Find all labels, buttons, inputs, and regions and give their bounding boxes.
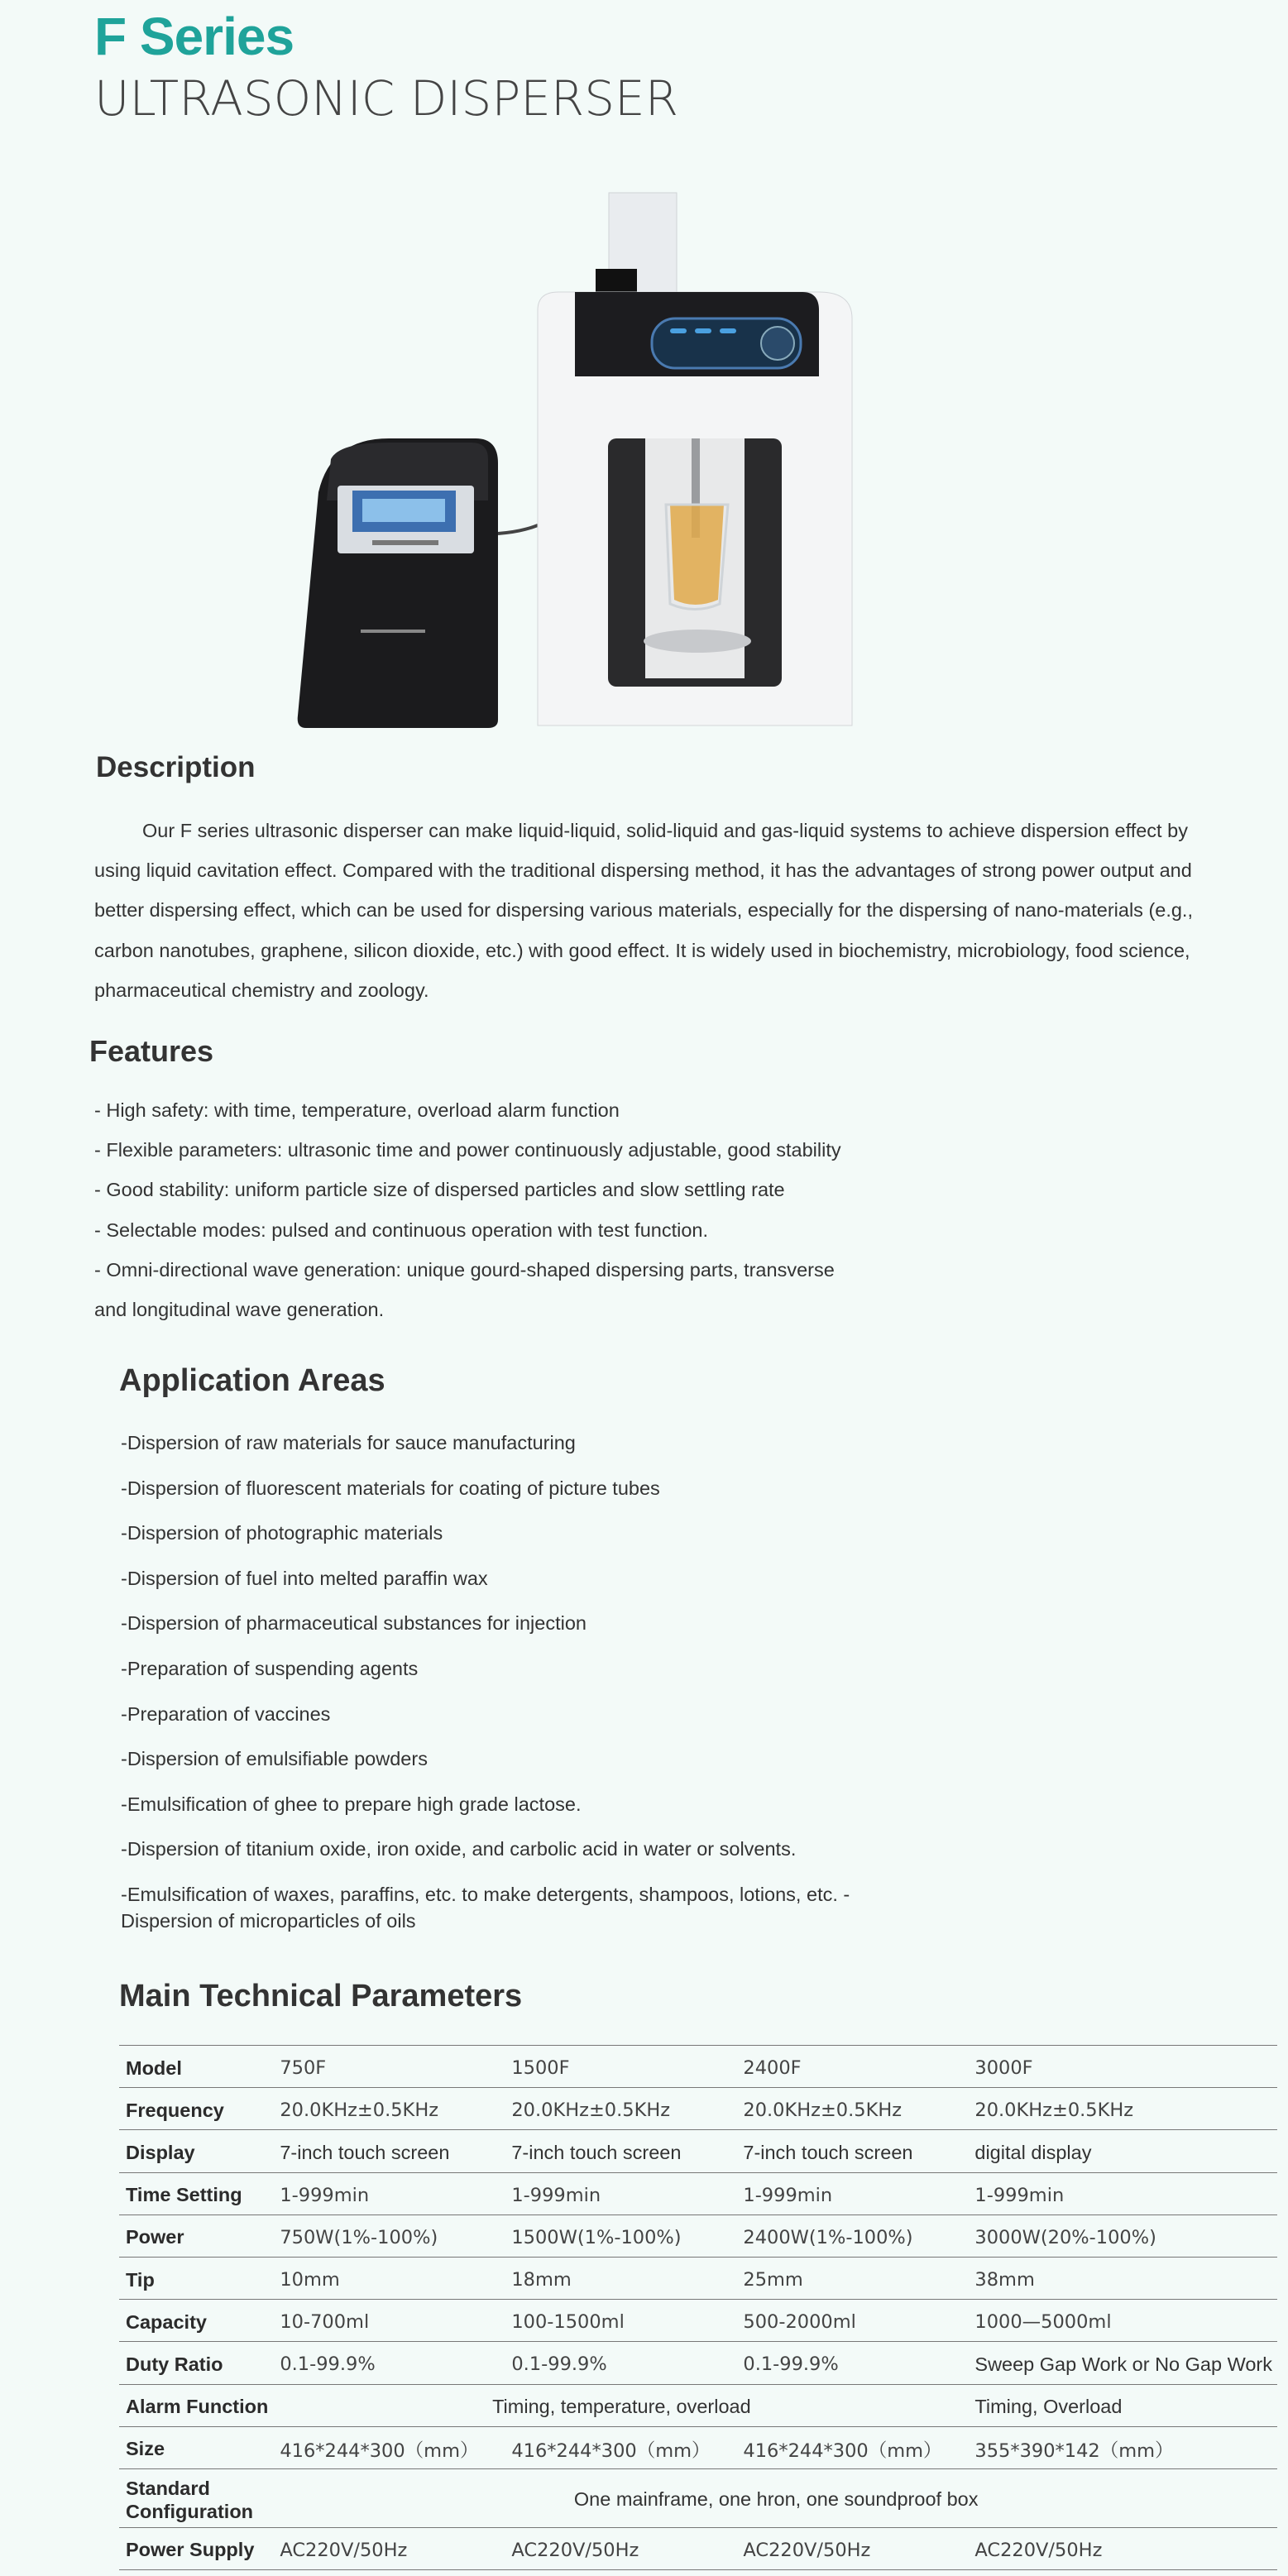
table-row-capacity	[119, 2300, 1277, 2342]
row-label	[119, 2468, 273, 2527]
feature-item: - Omni-directional wave generation: unique gourd-shaped dispersing parts, transverse	[94, 1258, 835, 1281]
application-item: -Preparation of suspending agents	[121, 1657, 419, 1679]
application-item: -Preparation of vaccines	[121, 1702, 331, 1725]
table-cell: 7-inch touch screen	[505, 2130, 736, 2172]
table-cell: 416*244*300（mm）	[273, 2426, 505, 2468]
series-brand-title	[94, 3, 294, 69]
table-cell: 2400W(1%-100%)	[736, 2214, 968, 2257]
row-label: Alarm Function	[119, 2384, 273, 2426]
row-label: Size	[119, 2426, 273, 2468]
table-cell: AC220V/50Hz	[273, 2527, 505, 2569]
table-row-alarm-function	[119, 2384, 1277, 2426]
table-cell: 355*390*142（mm）	[968, 2426, 1277, 2468]
table-row-frequency	[119, 2088, 1277, 2130]
table-cell: 20.0KHz±0.5KHz	[736, 2088, 968, 2130]
table-row-size	[119, 2426, 1277, 2468]
table-cell: AC220V/50Hz	[968, 2527, 1277, 2569]
application-item: -Dispersion of raw materials for sauce manufacturing	[121, 1432, 576, 1453]
table-row-power-supply	[119, 2527, 1277, 2569]
table-cell-merged: One mainframe, one hron, one soundproof box	[273, 2468, 1277, 2527]
row-label: Frequency	[119, 2088, 273, 2130]
table-cell: 0.1-99.9%	[273, 2342, 505, 2384]
table-cell: 7-inch touch screen	[273, 2130, 505, 2172]
table-cell: 10-700ml	[273, 2300, 505, 2342]
description-text: Our F series ultrasonic disperser can make liquid-liquid, solid-liquid and gas-liquid systems to achieve dispersion effect by using liquid cavitation effect. Compared with the traditional dispersing method, it has the advantages of strong power output and better dispersing effect, which can be used for dispersing various materials, especially for the dispersing of nano-materials (e.g., carbon nanotubes, graphene, silicon dioxide, etc.) with good effect. It is widely used in biochemistry, microbiology, food science, pharmaceutical chemistry and zoology.	[94, 820, 1193, 1001]
row-label: Display	[119, 2130, 273, 2172]
application-item: -Dispersion of fluorescent materials for coating of picture tubes	[121, 1477, 660, 1499]
table-cell: 1-999min	[968, 2172, 1277, 2214]
parameters-table	[119, 2045, 1277, 2570]
features-list	[94, 1090, 1087, 1329]
table-cell: 38mm	[968, 2257, 1277, 2299]
table-cell: 3000W(20%-100%)	[968, 2214, 1277, 2257]
table-cell: 20.0KHz±0.5KHz	[505, 2088, 736, 2130]
brand-letter-f: F	[94, 7, 127, 66]
application-item	[121, 1876, 948, 1934]
application-item-line: Dispersion of microparticles of oils	[121, 1909, 416, 1932]
table-cell: 1500W(1%-100%)	[505, 2214, 736, 2257]
product-photo	[281, 186, 860, 740]
row-label-line: Standard	[126, 2477, 210, 2499]
application-item: -Emulsification of ghee to prepare high grade lactose.	[121, 1793, 582, 1815]
table-cell: 7-inch touch screen	[736, 2130, 968, 2172]
table-cell: 18mm	[505, 2257, 736, 2299]
table-cell: 100-1500ml	[505, 2300, 736, 2342]
feature-item: and longitudinal wave generation.	[94, 1299, 385, 1321]
table-cell: 500-2000ml	[736, 2300, 968, 2342]
parameters-heading: Main Technical Parameters	[119, 1979, 523, 2013]
feature-item: - Flexible parameters: ultrasonic time and power continuously adjustable, good stability	[94, 1139, 841, 1161]
table-cell: 0.1-99.9%	[505, 2342, 736, 2384]
table-cell: 10mm	[273, 2257, 505, 2299]
table-cell: 1500F	[505, 2046, 736, 2088]
table-row-time-setting	[119, 2172, 1277, 2214]
application-item: -Dispersion of photographic materials	[121, 1522, 443, 1544]
feature-item: - Good stability: uniform particle size of dispersed particles and slow settling rate	[94, 1179, 785, 1201]
application-areas-heading: Application Areas	[119, 1363, 385, 1398]
brand-letter-s: S	[139, 7, 175, 66]
table-cell: AC220V/50Hz	[505, 2527, 736, 2569]
features-heading: Features	[89, 1034, 214, 1068]
table-row-display	[119, 2130, 1277, 2172]
table-cell: 20.0KHz±0.5KHz	[968, 2088, 1277, 2130]
table-cell: 25mm	[736, 2257, 968, 2299]
table-cell: 1-999min	[736, 2172, 968, 2214]
table-cell: Sweep Gap Work or No Gap Work	[968, 2342, 1277, 2384]
table-cell: 750F	[273, 2046, 505, 2088]
table-cell: 750W(1%-100%)	[273, 2214, 505, 2257]
controller-unit	[298, 438, 538, 728]
table-cell: Timing, Overload	[968, 2384, 1277, 2426]
table-row-power	[119, 2214, 1277, 2257]
application-item: -Dispersion of fuel into melted paraffin wax	[121, 1567, 488, 1589]
table-row-duty-ratio	[119, 2342, 1277, 2384]
table-cell: 20.0KHz±0.5KHz	[273, 2088, 505, 2130]
table-row-model	[119, 2046, 1277, 2088]
table-cell: 2400F	[736, 2046, 968, 2088]
row-label-line: Configuration	[126, 2500, 254, 2522]
table-cell: 3000F	[968, 2046, 1277, 2088]
table-cell: 1000—5000ml	[968, 2300, 1277, 2342]
row-label: Capacity	[119, 2300, 273, 2342]
row-label: Tip	[119, 2257, 273, 2299]
table-cell: 0.1-99.9%	[736, 2342, 968, 2384]
brand-rest: eries	[174, 7, 294, 66]
row-label: Power Supply	[119, 2527, 273, 2569]
table-cell: 416*244*300（mm）	[505, 2426, 736, 2468]
table-cell: 1-999min	[505, 2172, 736, 2214]
row-label: Duty Ratio	[119, 2342, 273, 2384]
table-row-standard-configuration	[119, 2468, 1277, 2527]
row-label: Power	[119, 2214, 273, 2257]
application-list	[121, 1424, 948, 1934]
feature-item: - High safety: with time, temperature, overload alarm function	[94, 1099, 620, 1121]
feature-item: - Selectable modes: pulsed and continuous operation with test function.	[94, 1219, 709, 1241]
description-heading: Description	[96, 751, 256, 783]
table-cell: AC220V/50Hz	[736, 2527, 968, 2569]
application-item-line: -Emulsification of waxes, paraffins, etc. to make detergents, shampoos, lotions, etc. -	[121, 1883, 850, 1905]
application-item: -Dispersion of emulsifiable powders	[121, 1748, 428, 1770]
row-label: Model	[119, 2046, 273, 2088]
application-item: -Dispersion of titanium oxide, iron oxide, and carbolic acid in water or solvents.	[121, 1838, 797, 1860]
product-title: ULTRASONIC DISPERSER	[94, 70, 678, 127]
soundproof-box	[538, 193, 852, 725]
table-cell-merged: Timing, temperature, overload	[273, 2384, 968, 2426]
table-cell: 416*244*300（mm）	[736, 2426, 968, 2468]
row-label: Time Setting	[119, 2172, 273, 2214]
table-cell: digital display	[968, 2130, 1277, 2172]
table-row-tip	[119, 2257, 1277, 2299]
application-item: -Dispersion of pharmaceutical substances for injection	[121, 1612, 587, 1635]
table-cell: 1-999min	[273, 2172, 505, 2214]
